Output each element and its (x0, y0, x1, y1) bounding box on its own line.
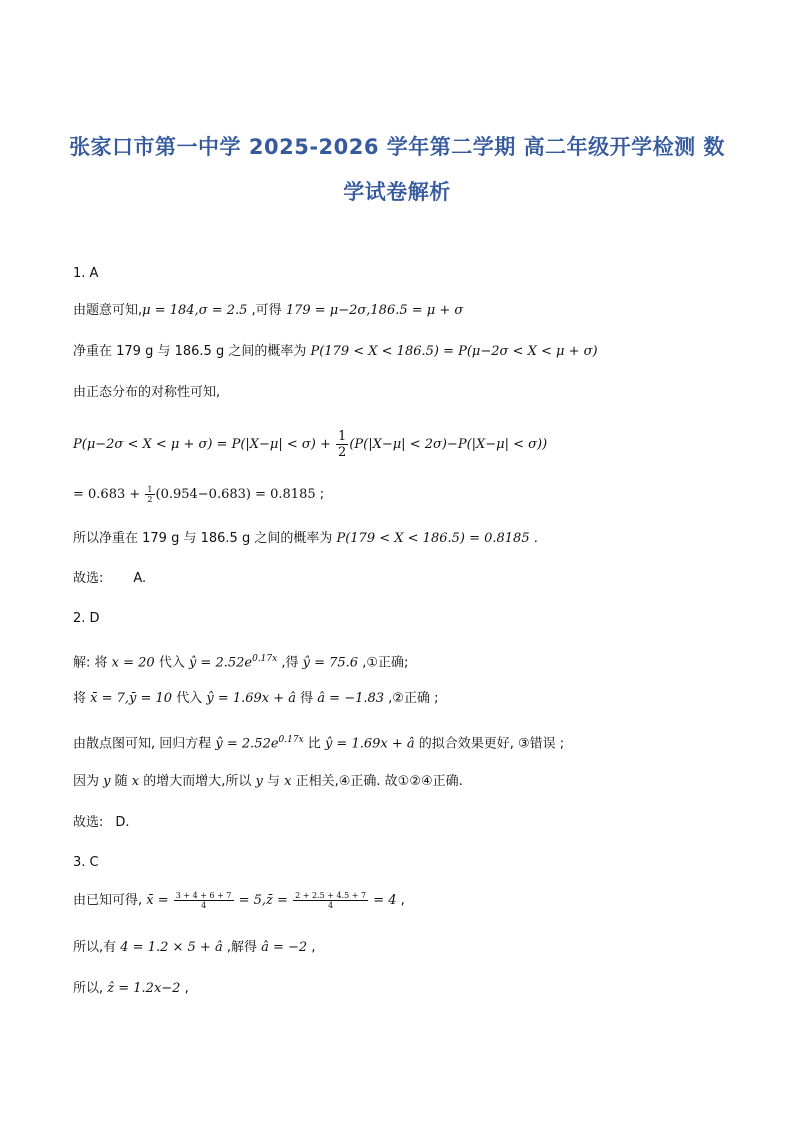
q2-line-4-math-1: y (103, 774, 111, 789)
q2-choice-value: D. (115, 815, 130, 830)
q2-line-3-text-b: 比 (303, 736, 325, 752)
q1-line-3: 由正态分布的对称性可知, (73, 385, 221, 400)
q2-choice-line (73, 814, 130, 832)
q1-line-6 (73, 530, 538, 548)
q2-line-1-math-2: ŷ = 2.52e (188, 655, 253, 671)
q3-line-2 (73, 939, 315, 957)
q1-line-2-math: P(179 < X < 186.5) = P(μ−2σ < X < μ + σ) (310, 344, 598, 359)
q3-line-1-math-1: x̄ = (146, 893, 173, 908)
q2-answer-header: 2. D (73, 611, 100, 626)
q1-line-1-text-b: ,可得 (247, 303, 286, 318)
q1-choice-value: A. (133, 571, 147, 586)
q2-line-4-math-3: y (255, 774, 263, 789)
q2-line-2-math-1: x̄ = 7,ȳ = 10 (90, 691, 173, 706)
q1-line-2-text: 净重在 179 g 与 186.5 g 之间的概率为 (73, 344, 311, 359)
q2-line-3-math-1: ŷ = 2.52e (215, 736, 279, 752)
q1-line-6-tail: . (529, 531, 538, 546)
q3-line-1-tail: , (396, 893, 405, 908)
q2-line-2-math-3: â = −1.83 (317, 691, 385, 706)
q3-line-3-tail: , (180, 981, 189, 996)
q1-line-4 (73, 428, 547, 462)
q1-line-5-fraction (145, 486, 154, 504)
q2-line-2-text-d: ,②正确 ; (384, 691, 439, 706)
q3-line-1-fraction-2-num: 2 + 2.5 + 4.5 + 7 (295, 890, 367, 900)
q3-line-1-fraction-1-den: 4 (201, 900, 207, 910)
q3-line-2-math-2: â = −2 (261, 940, 308, 955)
q2-line-1 (73, 650, 408, 672)
q1-line-4-fraction (336, 430, 348, 459)
q2-line-3-text-c: 的拟合效果更好, ③错误 ; (414, 736, 565, 752)
q2-line-2-text-c: 得 (296, 691, 318, 706)
q2-line-3 (73, 731, 564, 753)
q1-line-5-math-post: (0.954−0.683) = 0.8185 (155, 487, 316, 502)
q1-line-5-fraction-num: 1 (147, 484, 153, 494)
q1-line-2 (73, 343, 598, 361)
q3-line-1-math-3: = 4 (369, 893, 397, 908)
q2-line-4-text-b: 随 (110, 774, 132, 789)
q2-line-4-text-e: 正相关,④正确. 故①②④正确. (291, 774, 463, 789)
q2-line-1-math-1: x = 20 (111, 655, 155, 671)
q1-line-1-math-2: 179 = μ−2σ,186.5 = μ + σ (285, 303, 464, 318)
q1-line-5-fraction-den: 2 (147, 494, 153, 504)
q1-line-5-math-pre: = 0.683 + (73, 487, 145, 502)
q2-line-4-text-c: 的增大而增大,所以 (139, 774, 256, 789)
document-title-line-1: 张家口市第一中学 2025-2026 学年第二学期 高二年级开学检测 数 (69, 135, 725, 159)
q1-line-6-text: 所以净重在 179 g 与 186.5 g 之间的概率为 (73, 531, 337, 546)
q1-line-4-math-post: (P(|X−μ| < 2σ)−P(|X−μ| < σ)) (349, 437, 548, 452)
q3-line-1-fraction-2 (293, 892, 368, 910)
q3-answer-header: 3. C (73, 855, 99, 870)
q2-line-1-text-b: 代入 (154, 655, 189, 671)
q1-line-1-math-1: μ = 184,σ = 2.5 (142, 303, 248, 318)
q2-line-4-text-a: 因为 (73, 774, 104, 789)
q2-line-3-exponent: 0.17x (278, 735, 304, 745)
q3-line-1-text-a: 由已知可得, (73, 893, 147, 908)
q2-line-2-text-a: 将 (73, 691, 91, 706)
q3-line-2-tail: , (307, 940, 316, 955)
q3-line-3 (73, 980, 189, 998)
document-title-line-2: 学试卷解析 (343, 180, 451, 204)
q3-line-1-fraction-1-num: 3 + 4 + 6 + 7 (175, 890, 232, 900)
q2-line-3-math-2: ŷ = 1.69x + â (324, 736, 415, 752)
q2-line-2-math-2: ŷ = 1.69x + â (206, 691, 297, 706)
q2-line-2-text-b: 代入 (172, 691, 207, 706)
q1-line-5 (73, 483, 324, 507)
q3-line-2-text-a: 所以,有 (73, 940, 121, 955)
q2-line-1-text-c: ,得 (277, 655, 303, 671)
q3-line-3-math: ẑ = 1.2x−2 (107, 981, 181, 996)
q3-line-1-fraction-1 (174, 892, 234, 910)
q2-line-1-exponent: 0.17x (252, 654, 278, 664)
q2-line-1-text-d: ,①正确; (358, 655, 409, 671)
q2-choice-label: 故选: (73, 815, 104, 830)
q1-line-4-fraction-den: 2 (338, 445, 347, 460)
q2-line-4-math-4: x (284, 774, 292, 789)
q2-line-2 (73, 690, 438, 708)
q2-line-3-text-a: 由散点图可知, 回归方程 (73, 736, 216, 752)
q1-answer-header: 1. A (73, 266, 99, 281)
q3-line-1-fraction-2-den: 4 (328, 900, 334, 910)
q2-line-1-text-a: 解: 将 (73, 655, 112, 671)
q3-line-3-text-a: 所以, (73, 981, 108, 996)
q1-line-5-tail: ; (315, 487, 325, 502)
q2-line-4-math-2: x (131, 774, 140, 789)
q3-line-1-math-2: = 5,z̄ = (234, 893, 293, 908)
q1-choice-line (73, 570, 146, 588)
q3-line-2-text-b: ,解得 (222, 940, 262, 955)
q3-line-1 (73, 886, 405, 916)
q2-line-4-text-d: 与 (262, 774, 285, 789)
q2-line-1-math-3: ŷ = 75.6 (302, 655, 359, 671)
q1-line-6-math: P(179 < X < 186.5) = 0.8185 (336, 531, 530, 546)
q1-line-4-math-pre: P(μ−2σ < X < μ + σ) = P(|X−μ| < σ) + (73, 437, 336, 452)
q2-line-4 (73, 773, 463, 791)
q1-choice-label: 故选: (73, 571, 104, 586)
q1-line-1 (73, 302, 463, 320)
q3-line-2-math-1: 4 = 1.2 × 5 + â (120, 940, 223, 955)
q1-line-1-text-a: 由题意可知, (73, 303, 143, 318)
q1-line-4-fraction-num: 1 (338, 429, 347, 444)
